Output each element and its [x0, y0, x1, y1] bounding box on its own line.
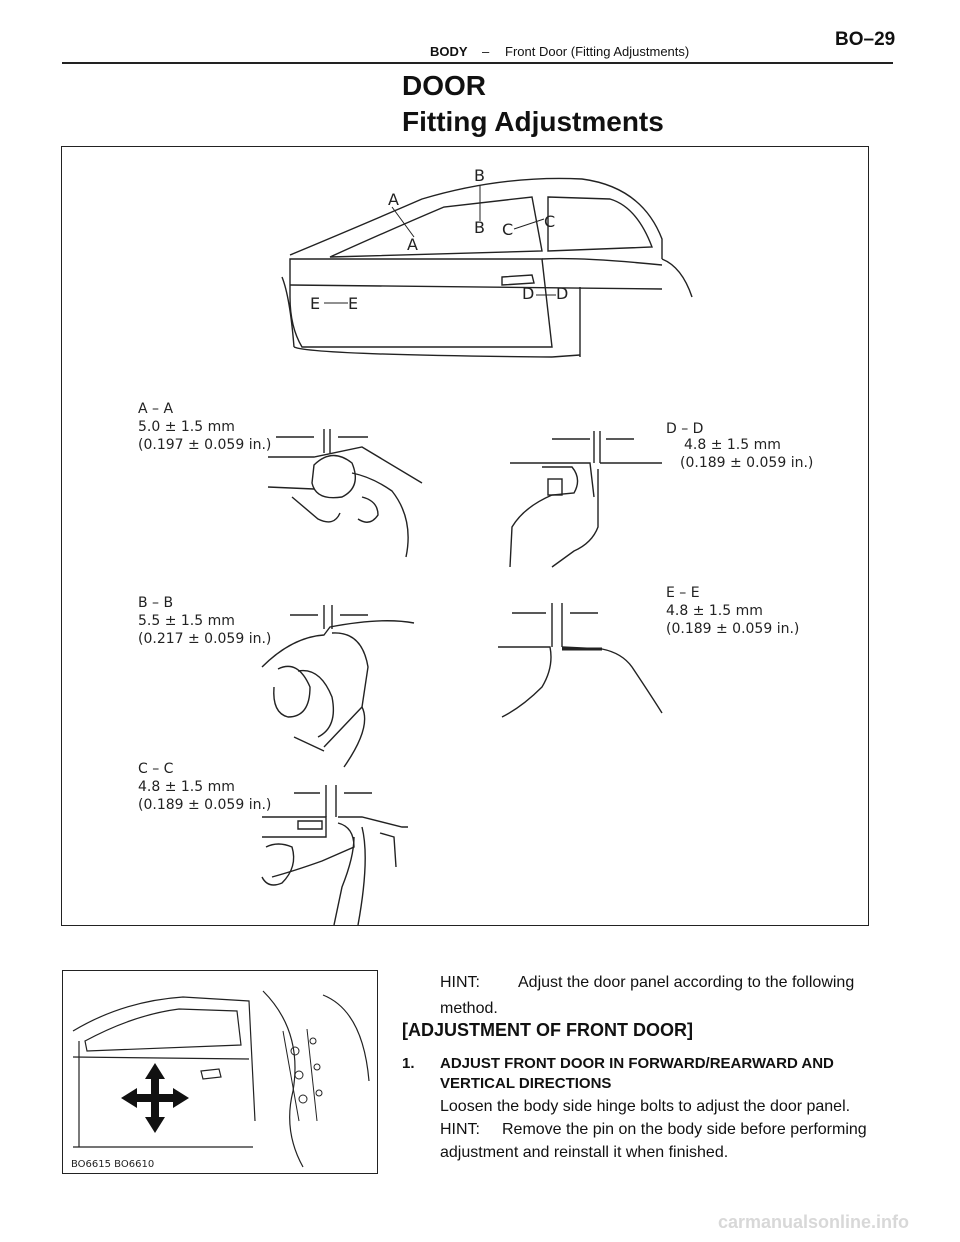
section-bb-mm: 5.5 ± 1.5 mm [138, 613, 235, 629]
step-hint-label: HINT: [440, 1121, 480, 1138]
section-bb-name: B – B [138, 595, 174, 611]
move-arrows-icon [121, 1063, 189, 1133]
cut-label-c-left: C [502, 220, 514, 239]
hint-text-continued: method. [440, 1000, 498, 1017]
step-hint-continued: adjustment and reinstall it when finished. [440, 1144, 729, 1161]
step-instruction: Loosen the body side hinge bolts to adjust the door panel. [440, 1098, 851, 1115]
cut-label-a-bottom: A [407, 235, 418, 254]
section-aa-name: A – A [138, 401, 174, 417]
step-hint-text: Remove the pin on the body side before performing [502, 1121, 867, 1138]
cut-label-d-left: D [522, 284, 535, 303]
watermark: carmanualsonline.info [718, 1212, 910, 1232]
hint-text: Adjust the door panel according to the following [518, 974, 855, 991]
hint-label: HINT: [440, 974, 480, 991]
page-number: BO–29 [835, 29, 896, 50]
section-ee-in: (0.189 ± 0.059 in.) [666, 621, 800, 637]
door-clearance-figure [61, 146, 869, 926]
header-separator: – [482, 44, 490, 59]
door-clearance-drawing [62, 147, 868, 925]
section-heading: [ADJUSTMENT OF FRONT DOOR] [402, 1020, 693, 1040]
header-section: BODY [430, 44, 468, 59]
cut-label-b-top: B [474, 166, 485, 185]
section-aa-in: (0.197 ± 0.059 in.) [138, 437, 272, 453]
cut-label-e-right: E [348, 294, 359, 313]
section-cc-in: (0.189 ± 0.059 in.) [138, 797, 272, 813]
section-cc-name: C – C [138, 761, 174, 777]
step-hint [440, 1121, 867, 1139]
cut-label-c-right: C [544, 212, 556, 231]
header-subtitle: Front Door (Fitting Adjustments) [505, 44, 690, 59]
figure-code: BO6615 BO6610 [71, 1159, 155, 1170]
section-dd-in: (0.189 ± 0.059 in.) [680, 455, 814, 471]
header-rule [62, 62, 893, 64]
section-dd-mm: 4.8 ± 1.5 mm [684, 437, 781, 453]
cut-label-d-right: D [556, 284, 569, 303]
cut-label-b-bottom: B [474, 218, 485, 237]
cut-label-e-left: E [310, 294, 321, 313]
section-dd-name: D – D [666, 421, 704, 437]
step-number: 1. [402, 1055, 415, 1072]
page-title: DOOR [402, 70, 486, 101]
door-adjustment-drawing [63, 971, 377, 1173]
hint-line [440, 970, 896, 996]
cut-label-a-top: A [388, 190, 399, 209]
section-bb-in: (0.217 ± 0.059 in.) [138, 631, 272, 647]
page-subtitle: Fitting Adjustments [402, 106, 664, 137]
section-cc-mm: 4.8 ± 1.5 mm [138, 779, 235, 795]
section-ee-name: E – E [666, 585, 700, 601]
step-title [402, 1053, 834, 1075]
door-adjustment-figure [62, 970, 378, 1174]
step-title-line-2: VERTICAL DIRECTIONS [440, 1075, 612, 1092]
section-ee-mm: 4.8 ± 1.5 mm [666, 603, 763, 619]
step-title-line-1: ADJUST FRONT DOOR IN FORWARD/REARWARD AND [440, 1055, 834, 1072]
section-aa-mm: 5.0 ± 1.5 mm [138, 419, 235, 435]
